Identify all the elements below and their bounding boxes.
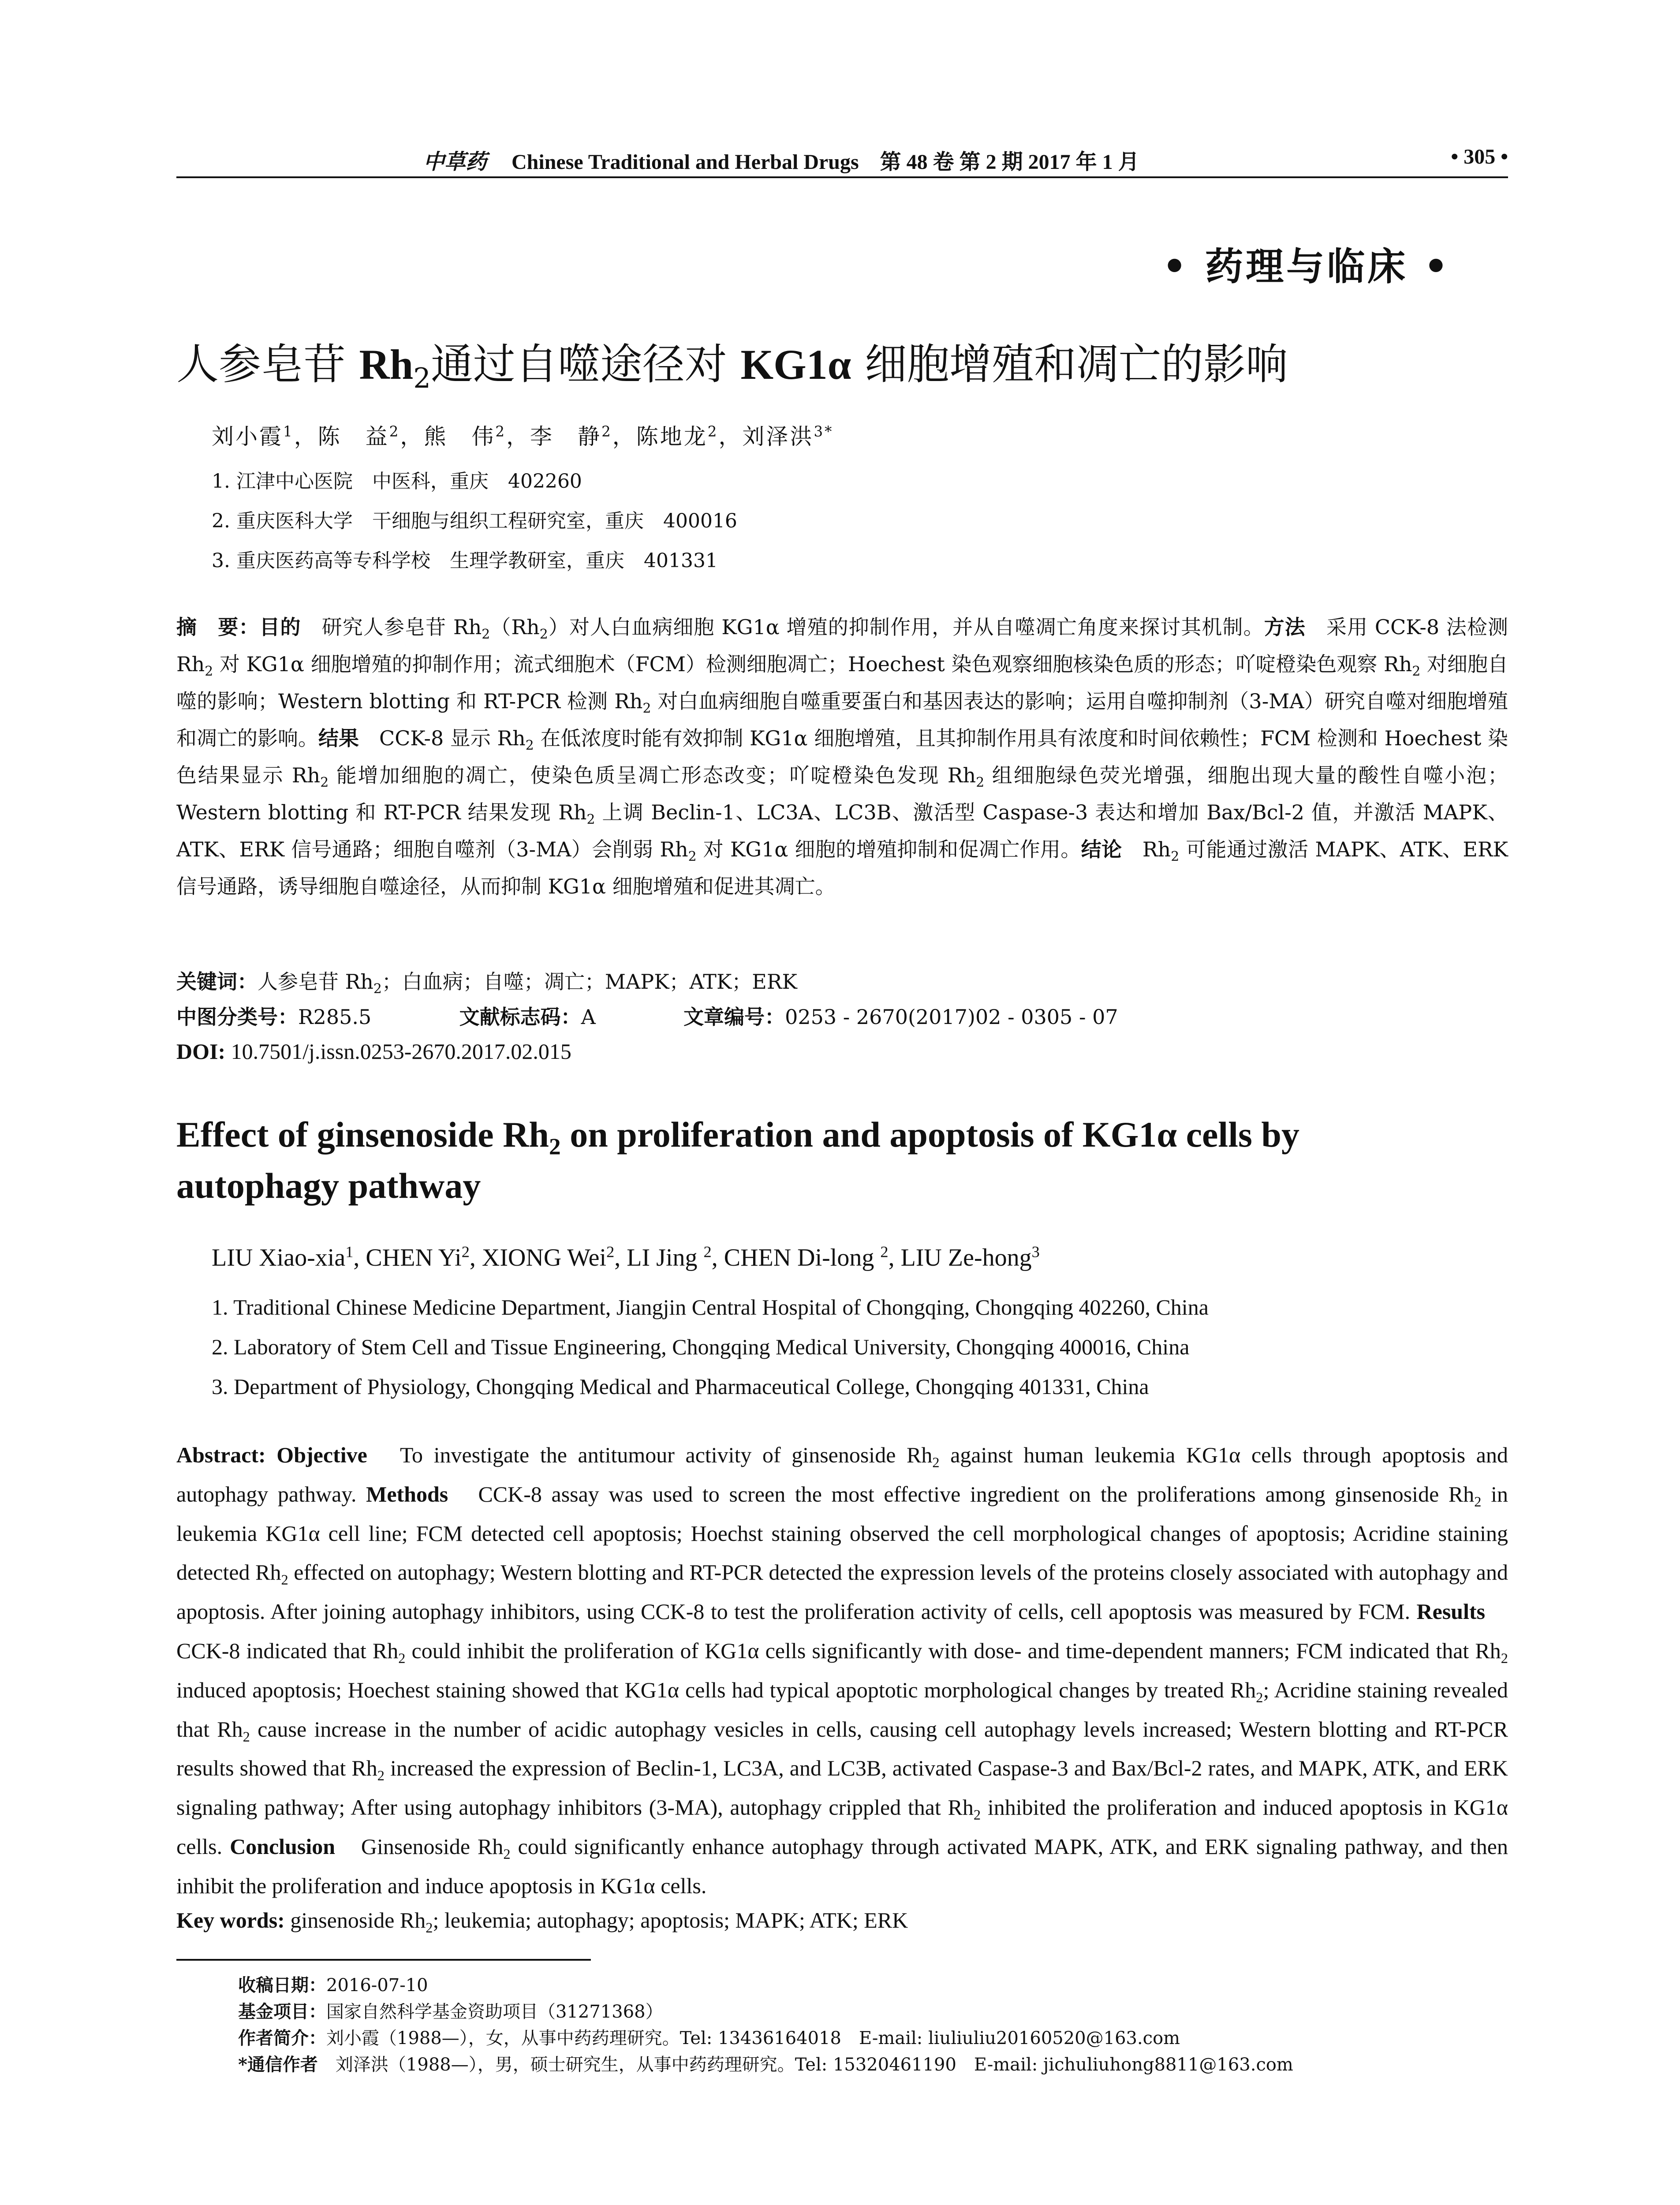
affiliation-en-3: 3. Department of Physiology, Chongqing Medical and Pharmaceutical College, Chongqing 401331, China (212, 1374, 1149, 1399)
abstract-english: Abstract: Objective To investigate the antitumour activity of ginsenoside $Rh_2$ against human leukemia KG1α cells through apoptosis and autophagy pathway. Methods CCK-8 assay was used to screen the most effective ingredient on the proliferations among ginsenoside $Rh_2$ in leukemia KG1α cell line; FCM detected cell apoptosis; Hoechst staining observed the cell morphological changes of apoptosis; Acridine staining detected $Rh_2$ effected on autophagy; Western blotting and RT-PCR detected the expression levels of the proteins closely associated with autophagy and apoptosis. After joining autophagy inhibitors, using CCK-8 to test the proliferation activity of cells, cell apoptosis was measured by FCM. Results CCK-8 indicated that $Rh_2$ could inhibit the proliferation of KG1α cells significantly with dose- and time-dependent manners; FCM indicated that $Rh_2$ induced apoptosis; Hoechest staining showed that KG1α cells had typical apoptotic morphological changes by treated $Rh_2$; Acridine staining revealed that $Rh_2$ cause increase in the number of acidic autophagy vesicles in cells, causing cell autophagy levels increased; Western blotting and RT-PCR results showed that $Rh_2$ increased the expression of Beclin-1, LC3A, and LC3B, activated Caspase-3 and Bax/Bcl-2 rates, and MAPK, ATK, and ERK signaling pathway; After using autophagy inhibitors (3-MA), autophagy crippled that $Rh_2$ inhibited the proliferation and induced apoptosis in KG1α cells. Conclusion Ginsenoside $Rh_2$ could significantly enhance autophagy through activated MAPK, ATK, and ERK signaling pathway, and then inhibit the proliferation and induce apoptosis in KG1α cells. (176, 1443, 1508, 1898)
footnote-received: 收稿日期：2016-07-10 (238, 1975, 428, 1996)
affiliation-cn-1: 1. 江津中心医院 中医科，重庆 402260 (212, 470, 582, 493)
running-header (176, 141, 1508, 176)
page-number: • 305 • (1451, 145, 1508, 168)
footnote-author: 作者简介：刘小霞（1988—），女，从事中药药理研究。Tel: 13436164018 E-mail: liuliuliu20160520@163.com (238, 2028, 1180, 2048)
keywords-english: Key words: ginsenoside $Rh_2$; leukemia; autophagy; apoptosis; MAPK; ATK; ERK (176, 1908, 908, 1936)
footnote-rule (176, 1959, 591, 1961)
affiliation-en-1: 1. Traditional Chinese Medicine Department, Jiangjin Central Hospital of Chongqing, Chongqing 402260, China (212, 1295, 1209, 1319)
affiliation-cn-3: 3. 重庆医药高等专科学校 生理学教研室，重庆 401331 (212, 549, 718, 572)
journal-brand: 中草药 (423, 149, 487, 174)
keywords-chinese: 关键词：人参皂苷 $Rh_2$；白血病；自噬；凋亡；MAPK；ATK；ERK (176, 970, 797, 997)
section-heading: • 药理与临床 • (1162, 244, 1451, 289)
affiliation-en-2: 2. Laboratory of Stem Cell and Tissue Engineering, Chongqing Medical University, Chongqing 400016, China (212, 1334, 1190, 1359)
header-rule (176, 176, 1508, 178)
footnote-corresponding: *通信作者 刘泽洪（1988—），男，硕士研究生，从事中药药理研究。Tel: 15320461190 E-mail: jichuliuhong8811@163.com (238, 2054, 1293, 2075)
title-english: Effect of ginsenoside $Rh_2$ on proliferation and apoptosis of KG1α cells by autophagy pathway (176, 1114, 1300, 1206)
doi-line: DOI: 10.7501/j.issn.0253-2670.2017.02.015 (176, 1039, 571, 1064)
journal-info: Chinese Traditional and Herbal Drugs 第 48 卷 第 2 期 2017 年 1 月 (511, 150, 1139, 174)
abstract-chinese: 摘 要：目的 研究人参皂苷 $Rh_2(Rh_2)$对人白血病细胞 KG1α 增殖的抑制作用，并从自噬凋亡角度来探讨其机制。方法 采用 CCK-8 法检测 $Rh_2$ 对 KG1α 细胞增殖的抑制作用；流式细胞术（FCM）检测细胞凋亡；Hoechest 染色观察细胞核染色质的形态；吖啶橙染色观察 $Rh_2$ 对细胞自噬的影响；Western blotting 和 RT-PCR 检测 $Rh_2$ 对白血病细胞自噬重要蛋白和基因表达的影响；运用自噬抑制剂（3-MA）研究自噬对细胞增殖和凋亡的影响。结果 CCK-8 显示 $Rh_2$ 在低浓度时能有效抑制 KG1α 细胞增殖，且其抑制作用具有浓度和时间依赖性；FCM 检测和 Hoechest 染色结果显示 $Rh_2$ 能增加细胞的凋亡，使染色质呈凋亡形态改变；吖啶橙染色发现 $Rh_2$ 组细胞绿色荧光增强，细胞出现大量的酸性自噬小泡；Western blotting 和 RT-PCR 结果发现 $Rh_2$ 上调 Beclin-1、LC3A、LC3B、激活型 Caspase-3 表达和增加 Bax/Bcl-2 值，并激活 MAPK、ATK、ERK 信号通路；细胞自噬剂（3-MA）会削弱 $Rh_2$ 对 KG1α 细胞的增殖抑制和促凋亡作用。结论 $Rh_2$ 可能通过激活 MAPK、ATK、ERK 信号通路，诱导细胞自噬途径，从而抑制 KG1α 细胞增殖和促进其凋亡。 (176, 615, 1508, 898)
title-chinese: 人参皂苷 $Rh_2$通过自噬途径对 KG1α 细胞增殖和凋亡的影响 (176, 340, 1288, 395)
classification-line: 中图分类号：R285.5 文献标志码：A 文章编号：0253 - 2670(2017)02 - 0305 - 07 (176, 1005, 1118, 1029)
affiliation-cn-2: 2. 重庆医科大学 干细胞与组织工程研究室，重庆 400016 (212, 510, 737, 532)
authors-english: LIU Xiao-xia$^1$, CHEN Yi$^2$, XIONG Wei$^2$, LI Jing $^2$, CHEN Di-long $^2$, LIU Ze-hong$^3$ (212, 1243, 1040, 1271)
footnote-fund: 基金项目：国家自然科学基金资助项目（31271368） (238, 2001, 663, 2022)
authors-chinese: 刘小霞$^1$，陈 益$^2$，熊 伟$^2$，李 静$^2$，陈地龙$^2$，刘泽洪$^{3*}$ (212, 423, 834, 449)
